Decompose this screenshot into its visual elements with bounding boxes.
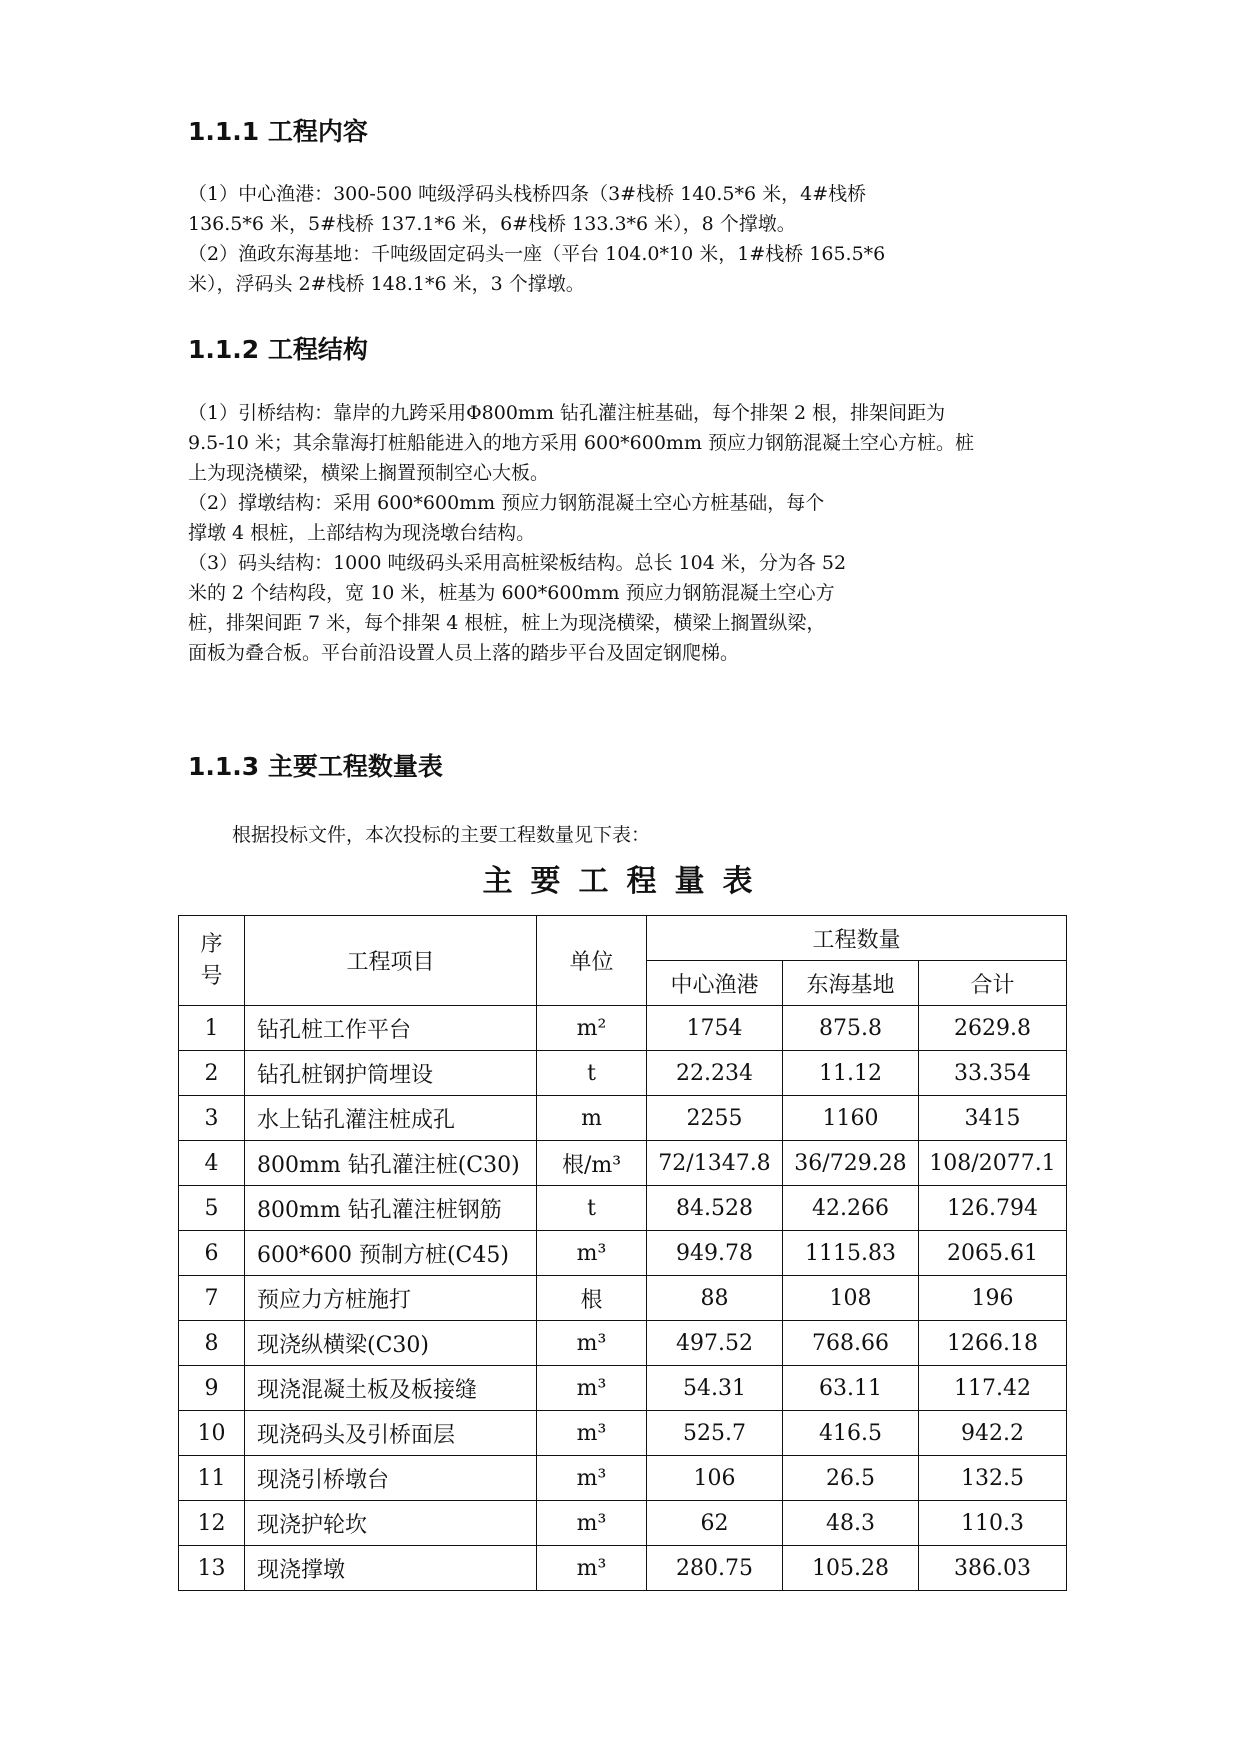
cell-unit: t: [537, 1051, 647, 1096]
table-row: [179, 1186, 1067, 1231]
cell-total: 386.03: [919, 1546, 1067, 1591]
cell-seq: 2: [179, 1051, 245, 1096]
cell-seq: 10: [179, 1411, 245, 1456]
cell-central-port: 1754: [647, 1006, 783, 1051]
header-donghai-base: 东海基地: [783, 961, 919, 1006]
header-seq: [179, 916, 245, 1006]
cell-seq: 4: [179, 1141, 245, 1186]
cell-total: 196: [919, 1276, 1067, 1321]
cell-seq: 3: [179, 1096, 245, 1141]
cell-donghai-base: 63.11: [783, 1366, 919, 1411]
cell-donghai-base: 105.28: [783, 1546, 919, 1591]
cell-total: 3415: [919, 1096, 1067, 1141]
table-row: [179, 1096, 1067, 1141]
cell-item: 800mm 钻孔灌注桩钢筋: [245, 1186, 537, 1231]
cell-seq: 9: [179, 1366, 245, 1411]
header-seq-top: 序: [200, 931, 223, 957]
paragraph-line: （3）码头结构：1000 吨级码头采用高桩梁板结构。总长 104 米，分为各 52: [188, 552, 847, 574]
cell-total: 942.2: [919, 1411, 1067, 1456]
table-body: [179, 1006, 1067, 1591]
quantity-table: [178, 915, 1067, 1591]
cell-central-port: 949.78: [647, 1231, 783, 1276]
cell-donghai-base: 416.5: [783, 1411, 919, 1456]
cell-total: 117.42: [919, 1366, 1067, 1411]
cell-total: 132.5: [919, 1456, 1067, 1501]
cell-total: 2629.8: [919, 1006, 1067, 1051]
cell-item: 现浇混凝土板及板接缝: [245, 1366, 537, 1411]
cell-unit: m³: [537, 1546, 647, 1591]
header-total: 合计: [919, 961, 1067, 1006]
section-heading-quantities: 1.1.3 主要工程数量表: [188, 752, 443, 781]
cell-donghai-base: 48.3: [783, 1501, 919, 1546]
cell-central-port: 106: [647, 1456, 783, 1501]
cell-donghai-base: 42.266: [783, 1186, 919, 1231]
paragraph-line: （1）引桥结构：靠岸的九跨采用Φ800mm 钻孔灌注桩基础，每个排架 2 根，排架间距为: [188, 402, 946, 424]
cell-item: 现浇引桥墩台: [245, 1456, 537, 1501]
cell-total: 110.3: [919, 1501, 1067, 1546]
table-row: [179, 1411, 1067, 1456]
cell-central-port: 525.7: [647, 1411, 783, 1456]
paragraph-line: 9.5-10 米；其余靠海打桩船能进入的地方采用 600*600mm 预应力钢筋混凝土空心方桩。桩: [188, 432, 974, 454]
cell-unit: 根/m³: [537, 1141, 647, 1186]
cell-item: 800mm 钻孔灌注桩(C30): [245, 1141, 537, 1186]
cell-donghai-base: 26.5: [783, 1456, 919, 1501]
cell-unit: m³: [537, 1231, 647, 1276]
cell-seq: 8: [179, 1321, 245, 1366]
cell-central-port: 54.31: [647, 1366, 783, 1411]
cell-donghai-base: 1160: [783, 1096, 919, 1141]
cell-item: 现浇码头及引桥面层: [245, 1411, 537, 1456]
cell-total: 1266.18: [919, 1321, 1067, 1366]
cell-central-port: 84.528: [647, 1186, 783, 1231]
cell-total: 108/2077.1: [919, 1141, 1067, 1186]
cell-central-port: 62: [647, 1501, 783, 1546]
section-heading-structure: 1.1.2 工程结构: [188, 335, 368, 364]
cell-item: 水上钻孔灌注桩成孔: [245, 1096, 537, 1141]
cell-unit: t: [537, 1186, 647, 1231]
paragraph-line: （1）中心渔港：300-500 吨级浮码头栈桥四条（3#栈桥 140.5*6 米，4#栈桥: [188, 183, 867, 205]
cell-unit: m³: [537, 1501, 647, 1546]
cell-item: 钻孔桩工作平台: [245, 1006, 537, 1051]
cell-item: 600*600 预制方桩(C45): [245, 1231, 537, 1276]
cell-item: 现浇护轮坎: [245, 1501, 537, 1546]
table-header-row: [179, 916, 1067, 961]
cell-seq: 12: [179, 1501, 245, 1546]
cell-central-port: 2255: [647, 1096, 783, 1141]
paragraph-line: 米），浮码头 2#栈桥 148.1*6 米，3 个撑墩。: [188, 273, 585, 295]
cell-unit: m³: [537, 1411, 647, 1456]
cell-seq: 6: [179, 1231, 245, 1276]
section-heading-content: 1.1.1 工程内容: [188, 117, 368, 146]
paragraph-line: （2）渔政东海基地：千吨级固定码头一座（平台 104.0*10 米，1#栈桥 165.5*6: [188, 243, 886, 265]
cell-total: 2065.61: [919, 1231, 1067, 1276]
header-central-fishing-port: 中心渔港: [647, 961, 783, 1006]
table-row: [179, 1051, 1067, 1096]
cell-total: 33.354: [919, 1051, 1067, 1096]
table-title: 主要工程量表: [482, 864, 771, 899]
table-row: [179, 1501, 1067, 1546]
cell-item: 预应力方桩施打: [245, 1276, 537, 1321]
cell-donghai-base: 875.8: [783, 1006, 919, 1051]
cell-central-port: 72/1347.8: [647, 1141, 783, 1186]
cell-donghai-base: 108: [783, 1276, 919, 1321]
cell-donghai-base: 11.12: [783, 1051, 919, 1096]
paragraph-line: 撑墩 4 根桩，上部结构为现浇墩台结构。: [188, 522, 536, 544]
cell-unit: m²: [537, 1006, 647, 1051]
cell-donghai-base: 1115.83: [783, 1231, 919, 1276]
table-row: [179, 1141, 1067, 1186]
cell-unit: m³: [537, 1366, 647, 1411]
cell-item: 钻孔桩钢护筒埋设: [245, 1051, 537, 1096]
table-row: [179, 1321, 1067, 1366]
quantities-intro: 根据投标文件，本次投标的主要工程数量见下表：: [232, 824, 651, 846]
header-unit: 单位: [537, 916, 647, 1006]
table-row: [179, 1276, 1067, 1321]
cell-unit: m: [537, 1096, 647, 1141]
table-row: [179, 1366, 1067, 1411]
section-structure-paragraph: [188, 398, 1088, 668]
cell-total: 126.794: [919, 1186, 1067, 1231]
cell-seq: 13: [179, 1546, 245, 1591]
cell-donghai-base: 768.66: [783, 1321, 919, 1366]
cell-seq: 7: [179, 1276, 245, 1321]
cell-central-port: 497.52: [647, 1321, 783, 1366]
paragraph-line: 136.5*6 米，5#栈桥 137.1*6 米，6#栈桥 133.3*6 米），8 个撑墩。: [188, 213, 796, 235]
paragraph-line: 米的 2 个结构段，宽 10 米，桩基为 600*600mm 预应力钢筋混凝土空心方: [188, 582, 835, 604]
header-item: 工程项目: [245, 916, 537, 1006]
table-row: [179, 1006, 1067, 1051]
cell-central-port: 88: [647, 1276, 783, 1321]
paragraph-line: 桩，排架间距 7 米，每个排架 4 根桩，桩上为现浇横梁，横梁上搁置纵梁，: [188, 612, 826, 634]
table-row: [179, 1456, 1067, 1501]
section-content-paragraph: [188, 179, 1088, 299]
cell-central-port: 280.75: [647, 1546, 783, 1591]
paragraph-line: 面板为叠合板。平台前沿设置人员上落的踏步平台及固定钢爬梯。: [188, 642, 740, 664]
cell-unit: 根: [537, 1276, 647, 1321]
paragraph-line: 上为现浇横梁，横梁上搁置预制空心大板。: [188, 462, 550, 484]
cell-central-port: 22.234: [647, 1051, 783, 1096]
cell-item: 现浇纵横梁(C30): [245, 1321, 537, 1366]
cell-seq: 1: [179, 1006, 245, 1051]
cell-donghai-base: 36/729.28: [783, 1141, 919, 1186]
header-seq-bottom: 号: [200, 963, 223, 989]
cell-seq: 11: [179, 1456, 245, 1501]
cell-seq: 5: [179, 1186, 245, 1231]
cell-unit: m³: [537, 1321, 647, 1366]
paragraph-line: （2）撑墩结构：采用 600*600mm 预应力钢筋混凝土空心方桩基础，每个: [188, 492, 825, 514]
table-row: [179, 1231, 1067, 1276]
cell-item: 现浇撑墩: [245, 1546, 537, 1591]
header-quantity: 工程数量: [647, 916, 1067, 961]
table-row: [179, 1546, 1067, 1591]
cell-unit: m³: [537, 1456, 647, 1501]
